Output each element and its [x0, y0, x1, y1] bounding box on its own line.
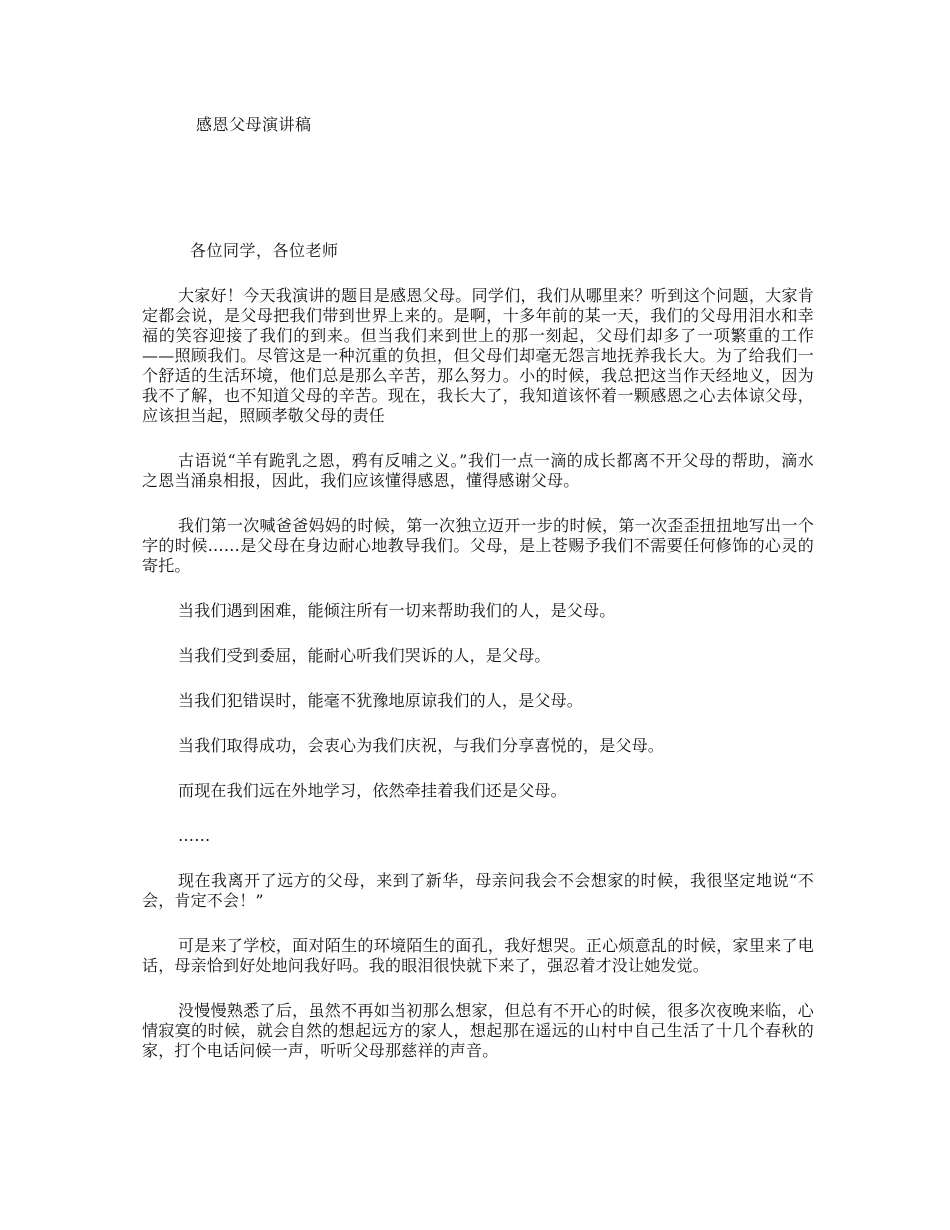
paragraph-7: 当我们取得成功，会衷心为我们庆祝，与我们分享喜悦的，是父母。 — [178, 736, 665, 755]
salutation: 各位同学，各位老师 — [190, 241, 339, 260]
document-body — [142, 286, 814, 1086]
paragraph-10: 可是来了学校，面对陌生的环境陌生的面孔，我好想哭。正心烦意乱的时候，家里来了电话，母亲恰到好处地问我好吗。我的眼泪很快就下来了，强忍着才没让她发觉。 — [142, 936, 814, 975]
paragraph-8: 而现在我们远在外地学习，依然牵挂着我们还是父母。 — [178, 781, 567, 800]
paragraph-5: 当我们受到委屈，能耐心听我们哭诉的人，是父母。 — [178, 646, 551, 665]
paragraph-2: 古语说“羊有跪乳之恩，鸦有反哺之义。”我们一点一滴的成长都离不开父母的帮助，滴水之恩当涌泉相报，因此，我们应该懂得感恩，懂得感谢父母。 — [142, 451, 814, 490]
paragraph-4: 当我们遇到困难，能倾注所有一切来帮助我们的人，是父母。 — [178, 601, 616, 620]
paragraph-11: 没慢慢熟悉了后，虽然不再如当初那么想家，但总有不开心的时候，很多次夜晚来临，心情寂寞的时候，就会自然的想起远方的家人，想起那在遥远的山村中自己生活了十几个春秋的家，打个电话问候一声，听听父母那慈祥的声音。 — [142, 1001, 814, 1060]
paragraph-9: 现在我离开了远方的父母，来到了新华，母亲问我会不会想家的时候，我很坚定地说“不会，肯定不会！” — [142, 871, 814, 910]
paragraph-3: 我们第一次喊爸爸妈妈的时候，第一次独立迈开一步的时候，第一次歪歪扭扭地写出一个字的时候……是父母在身边耐心地教导我们。父母，是上苍赐予我们不需要任何修饰的心灵的寄托。 — [142, 516, 814, 575]
paragraph-1: 大家好！今天我演讲的题目是感恩父母。同学们，我们从哪里来？听到这个问题，大家肯定都会说，是父母把我们带到世界上来的。是啊，十多年前的某一天，我们的父母用泪水和幸福的笑容迎接了我们的到来。但当我们来到世上的那一刻起，父母们却多了一项繁重的工作——照顾我们。尽管这是一种沉重的负担，但父母们却毫无怨言地抚养我长大。为了给我们一个舒适的生活环境，他们总是那么辛苦，那么努力。小的时候，我总把这当作天经地义，因为我不了解，也不知道父母的辛苦。现在，我长大了，我知道该怀着一颗感恩之心去体谅父母，应该担当起，照顾孝敬父母的责任 — [142, 286, 814, 425]
paragraph-6: 当我们犯错误时，能毫不犹豫地原谅我们的人，是父母。 — [178, 691, 584, 710]
document-title: 感恩父母演讲稿 — [196, 115, 312, 134]
ellipsis-paragraph: …… — [178, 826, 211, 845]
